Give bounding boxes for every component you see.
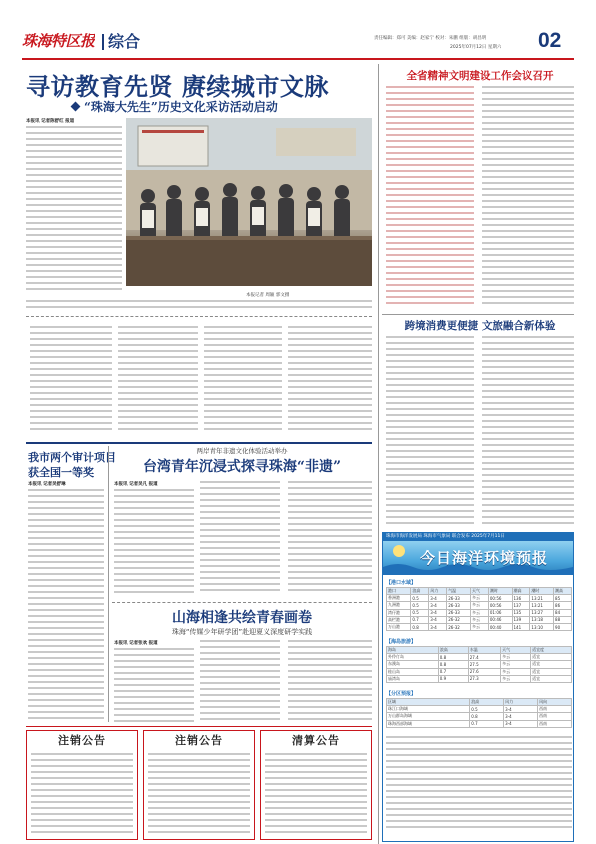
lead-section-rule — [26, 316, 372, 317]
table-cell: 潮高 — [512, 588, 530, 595]
table-cell: 浪高 — [470, 699, 504, 706]
table-cell: 多云 — [470, 609, 488, 616]
photo-caption: 本报记者 周颖 郭文摄 — [246, 293, 290, 298]
youth-body-col1 — [114, 648, 194, 724]
table-cell: 0.5 — [411, 595, 429, 602]
table-row — [387, 654, 572, 661]
logo-divider — [102, 34, 104, 50]
notice-body — [31, 753, 133, 835]
newspaper-logo: 珠海特区报 — [22, 32, 95, 50]
table-cell: 3-4 — [504, 713, 538, 720]
lead-subheadline: “珠海大先生”历史文化采访活动启动 — [84, 100, 278, 114]
table-cell: 27.5 — [468, 661, 500, 668]
audit-divider — [108, 446, 109, 722]
table-cell: 27.6 — [468, 668, 500, 675]
table-cell: 东澳岛 — [387, 661, 439, 668]
lower-rule — [26, 442, 372, 444]
tw-body-col1 — [114, 489, 194, 597]
table-cell: 西南 — [538, 713, 572, 720]
table-cell: 适宜度 — [531, 647, 572, 654]
table-header-row — [387, 588, 572, 595]
photo-scene-svg — [126, 118, 372, 286]
masthead-rule — [22, 58, 574, 60]
notice-body — [148, 753, 250, 835]
table-cell: 适宜 — [531, 668, 572, 675]
notice-title: 清算公告 — [292, 734, 340, 747]
table-cell: 高栏港 — [387, 616, 411, 623]
ports-table — [386, 587, 572, 631]
table-cell: 适宜 — [531, 675, 572, 682]
table-row — [387, 602, 572, 609]
notice-3 — [260, 730, 372, 840]
issue-date: 2025年07月12日 星期六 — [450, 45, 502, 50]
table-cell: 潮时 — [488, 588, 512, 595]
table-cell: 141 — [512, 623, 530, 630]
lead-column-2 — [118, 326, 198, 438]
table-cell: 0.7 — [470, 720, 504, 727]
youth-body-col3 — [288, 640, 372, 724]
lead-body-continued — [26, 300, 372, 314]
tw-kicker: 两岸青年非遗文化体验活动举办 — [196, 447, 288, 455]
table-cell: 港口 — [387, 588, 411, 595]
table-cell: 香洲港 — [387, 595, 411, 602]
table-cell: 万山港 — [387, 623, 411, 630]
table-cell: 3-4 — [429, 595, 447, 602]
sidebar-rule — [382, 314, 574, 315]
table-cell: 西南 — [538, 720, 572, 727]
table-cell: 风力 — [504, 699, 538, 706]
lead-body-text — [26, 126, 122, 292]
table-row — [387, 661, 572, 668]
audit-byline: 本报讯 记者吴舒琳 — [28, 482, 66, 487]
table-cell: 潮时 — [530, 588, 554, 595]
zones-section-header: 【分区预报】 — [386, 691, 417, 697]
table-cell: 0.7 — [438, 668, 468, 675]
notice-2 — [143, 730, 255, 840]
table-row — [387, 616, 572, 623]
table-cell: 139 — [512, 616, 530, 623]
table-cell: 万山群岛海域 — [387, 713, 470, 720]
table-cell: 多云 — [501, 675, 531, 682]
audit-body — [28, 489, 104, 723]
table-cell: 27.4 — [468, 654, 500, 661]
section-label: 综合 — [108, 32, 141, 51]
table-cell: 137 — [512, 602, 530, 609]
tw-body-col3 — [288, 481, 372, 597]
islands-table — [386, 646, 572, 683]
notice-body — [265, 753, 367, 835]
table-cell: 风向 — [538, 699, 572, 706]
table-cell: 浪高 — [438, 647, 468, 654]
lead-headline: 寻访教育先贤 赓续城市文脉 — [26, 72, 329, 101]
lead-photo — [126, 118, 372, 286]
table-header-row — [387, 647, 572, 654]
consumer-headline: 跨境消费更便捷 文旅融合新体验 — [404, 320, 556, 332]
table-cell: 多云 — [470, 623, 488, 630]
table-row — [387, 668, 572, 675]
table-cell: 00:56 — [488, 602, 512, 609]
table-row — [387, 706, 572, 713]
table-row — [387, 609, 572, 616]
table-cell: 13:27 — [530, 609, 554, 616]
table-cell: 3-4 — [429, 616, 447, 623]
table-cell: 00:46 — [488, 616, 512, 623]
table-cell: 适宜 — [531, 654, 572, 661]
table-cell: 3-4 — [429, 609, 447, 616]
audit-headline-line1: 我市两个审计项目 — [28, 451, 116, 464]
table-cell: 26-32 — [447, 623, 471, 630]
youth-headline: 山海相逢共绘青春画卷 — [172, 610, 312, 626]
table-cell: 浪高 — [411, 588, 429, 595]
table-cell: 86 — [554, 602, 572, 609]
table-cell: 0.5 — [411, 609, 429, 616]
table-cell: 多云 — [501, 668, 531, 675]
page-number: 02 — [538, 29, 562, 52]
table-cell: 0.9 — [438, 675, 468, 682]
table-cell: 0.8 — [411, 623, 429, 630]
table-cell: 多云 — [470, 595, 488, 602]
table-cell: 13:21 — [530, 595, 554, 602]
table-cell: 00:40 — [488, 623, 512, 630]
sidebar-body-col1 — [386, 86, 474, 310]
table-cell: 0.5 — [411, 602, 429, 609]
table-cell: 3-4 — [429, 623, 447, 630]
table-cell: 85 — [554, 595, 572, 602]
table-row — [387, 675, 572, 682]
table-cell: 湾仔港 — [387, 609, 411, 616]
table-cell: 气温 — [447, 588, 471, 595]
lead-column-4 — [288, 326, 372, 438]
consumer-body-col1 — [386, 336, 474, 528]
subheadline-marker — [71, 102, 81, 112]
ocean-strip: 珠海市海洋发展局 珠海市气象局 联合发布 2025年7月11日 — [383, 533, 573, 541]
ocean-title: 今日海洋环境预报 — [420, 549, 549, 567]
table-cell: 0.5 — [470, 706, 504, 713]
lead-column-1 — [30, 326, 112, 438]
sidebar-body-col2 — [482, 86, 574, 310]
ports-section-header: 【港口水域】 — [386, 580, 417, 586]
table-cell: 90 — [554, 623, 572, 630]
islands-section-header: 【海岛旅游】 — [386, 639, 417, 645]
table-cell: 区域 — [387, 699, 470, 706]
table-cell: 26-33 — [447, 595, 471, 602]
table-cell: 天气 — [470, 588, 488, 595]
table-cell: 珠江口海域 — [387, 706, 470, 713]
youth-body-col2 — [200, 640, 280, 724]
table-cell: 00:56 — [488, 595, 512, 602]
table-cell: 水温 — [468, 647, 500, 654]
table-cell: 26-33 — [447, 609, 471, 616]
table-cell: 庙湾岛 — [387, 675, 439, 682]
tw-headline: 台湾青年沉浸式探寻珠海“非遗” — [142, 459, 342, 475]
youth-rule — [112, 602, 372, 603]
table-cell: 136 — [512, 595, 530, 602]
table-cell: 多云 — [470, 616, 488, 623]
table-cell: 0.7 — [411, 616, 429, 623]
column-divider-main — [378, 64, 379, 844]
youth-subheadline: 珠海“传媒少年研学团”赴迎夏义深度研学实践 — [171, 628, 313, 636]
lead-column-3 — [204, 326, 282, 438]
sidebar-headline: 全省精神文明建设工作会议召开 — [406, 70, 554, 82]
table-cell: 84 — [554, 609, 572, 616]
notice-title: 注销公告 — [58, 734, 106, 747]
table-cell: 0.8 — [438, 654, 468, 661]
table-cell: 潮高 — [554, 588, 572, 595]
table-row — [387, 713, 572, 720]
table-cell: 13:21 — [530, 602, 554, 609]
table-cell: 外伶仃岛 — [387, 654, 439, 661]
table-cell: 3-4 — [504, 706, 538, 713]
table-cell: 0.8 — [438, 661, 468, 668]
youth-byline: 本报讯 记者张欢 报道 — [114, 641, 158, 646]
table-cell: 3-4 — [504, 720, 538, 727]
table-cell: 27.3 — [468, 675, 500, 682]
ocean-footnote — [386, 736, 572, 836]
table-cell: 3-4 — [429, 602, 447, 609]
consumer-body-col2 — [482, 336, 574, 528]
table-cell: 0.8 — [470, 713, 504, 720]
table-row — [387, 595, 572, 602]
editor-credits: 责任编辑：郑可 美编：赵家宁 校对：朱鹏 组版：胡昌明 — [374, 36, 487, 41]
table-cell: 26-32 — [447, 616, 471, 623]
table-cell: 珠海西部海域 — [387, 720, 470, 727]
table-cell: 天气 — [501, 647, 531, 654]
lead-byline: 本报讯 记者陈舒红 报道 — [26, 119, 75, 124]
table-cell: 海岛 — [387, 647, 439, 654]
table-cell: 西南 — [538, 706, 572, 713]
table-cell: 13:10 — [530, 623, 554, 630]
table-cell: 桂山岛 — [387, 668, 439, 675]
table-cell: 多云 — [470, 602, 488, 609]
notice-1 — [26, 730, 138, 840]
table-header-row — [387, 699, 572, 706]
table-row — [387, 720, 572, 727]
tw-body-col2 — [200, 481, 280, 597]
table-cell: 多云 — [501, 654, 531, 661]
table-cell: 风力 — [429, 588, 447, 595]
notice-title: 注销公告 — [175, 734, 223, 747]
zones-table — [386, 698, 572, 728]
table-cell: 88 — [554, 616, 572, 623]
table-cell: 01:06 — [488, 609, 512, 616]
table-cell: 适宜 — [531, 661, 572, 668]
table-cell: 26-33 — [447, 602, 471, 609]
table-cell: 多云 — [501, 661, 531, 668]
table-cell: 九洲港 — [387, 602, 411, 609]
table-cell: 135 — [512, 609, 530, 616]
table-row — [387, 623, 572, 630]
notices-rule — [26, 726, 372, 727]
audit-headline-line2: 获全国一等奖 — [28, 466, 94, 479]
masthead — [22, 26, 574, 60]
tw-byline: 本报讯 记者吴凡 报道 — [114, 482, 158, 487]
table-cell: 13:18 — [530, 616, 554, 623]
